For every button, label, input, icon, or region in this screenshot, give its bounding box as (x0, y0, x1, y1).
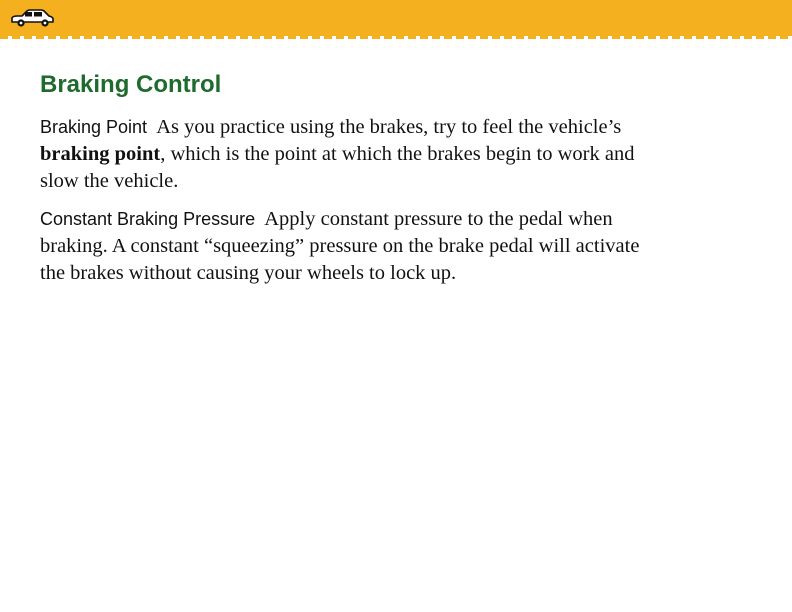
top-banner (0, 0, 792, 36)
paragraph-text: , which is the point at which the brakes begin to work and slow the vehicle. (40, 143, 635, 192)
car-icon (9, 8, 55, 28)
run-in-heading: Braking Point (40, 117, 148, 137)
paragraph-text: As you practice using the brakes, try to feel the vehicle’s (156, 116, 622, 138)
run-in-heading: Constant Braking Pressure (40, 209, 256, 229)
banner-dashed-edge (0, 36, 792, 39)
slide-content (40, 70, 640, 298)
slide-title: Braking Control (40, 71, 222, 98)
paragraph-constant-braking-pressure (40, 206, 640, 287)
key-term: braking point (40, 143, 161, 165)
paragraph-braking-point (40, 114, 640, 195)
paragraph-text: Apply constant pressure to the pedal when braking. A constant “squeezing” pressure on the brake pedal will activate the brakes without causing your wheels to lock up. (40, 208, 640, 284)
